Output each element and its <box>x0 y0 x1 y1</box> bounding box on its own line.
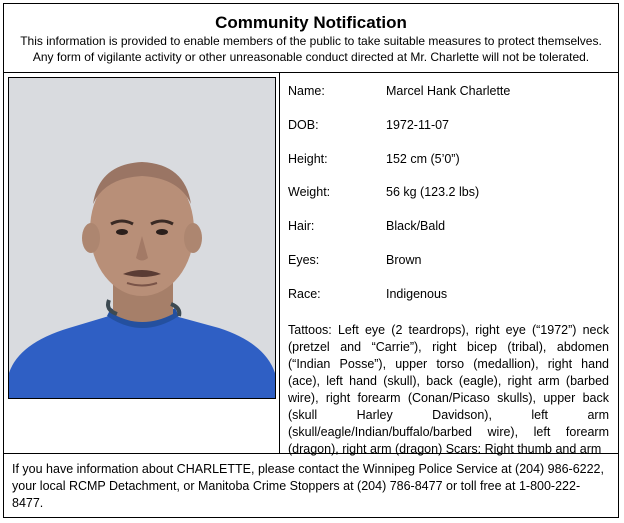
detail-value: 152 cm (5’0”) <box>386 152 460 166</box>
mugshot-photo <box>8 77 276 399</box>
intro-line-1: This information is provided to enable members of the public to take suitable measures to protect themselves. <box>20 34 602 48</box>
header <box>4 4 618 73</box>
mugshot-illustration <box>9 78 275 398</box>
detail-value: Marcel Hank Charlette <box>386 84 511 98</box>
page-title: Community Notification <box>215 13 407 32</box>
detail-label: Race: <box>288 287 321 301</box>
detail-label: Eyes: <box>288 253 320 267</box>
details-panel <box>280 73 618 456</box>
detail-label: Name: <box>288 84 325 98</box>
detail-value: Black/Bald <box>386 219 446 233</box>
detail-value: Brown <box>386 253 422 267</box>
detail-value: Indigenous <box>386 287 448 301</box>
detail-value: 1972-11-07 <box>386 118 450 132</box>
detail-label: Weight: <box>288 185 331 199</box>
tattoos-scars: Tattoos: Left eye (2 teardrops), right eye (“1972”) neck (pretzel and “Carrie”), right bicep (tribal), abdomen (“Indian Posse”), upper torso (medallion), right hand (ace), left hand (skull), back (eagle), right arm (barbed wire), right forearm (Conan/Picaso skulls), upper back (skull Harley Davidson), left arm (skull/eagle/Indian/buffalo/barbed wire), left forearm (dragon), right arm (dragon) Scars: Right thumb and arm <box>288 323 609 456</box>
detail-label: Height: <box>288 152 328 166</box>
notification-frame <box>3 3 619 518</box>
contact-footer: If you have information about CHARLETTE, please contact the Winnipeg Police Service at (204) 986-6222, your local RCMP Detachment, or Manitoba Crime Stoppers at (204) 786-8477 or toll free at 1-800-222-8477. <box>4 453 618 517</box>
detail-label: Hair: <box>288 219 315 233</box>
detail-label: DOB: <box>288 118 319 132</box>
detail-value: 56 kg (123.2 lbs) <box>386 185 480 199</box>
photo-cell <box>4 73 280 453</box>
intro-line-2: Any form of vigilante activity or other unreasonable conduct directed at Mr. Charlette will not be tolerated. <box>32 50 590 64</box>
